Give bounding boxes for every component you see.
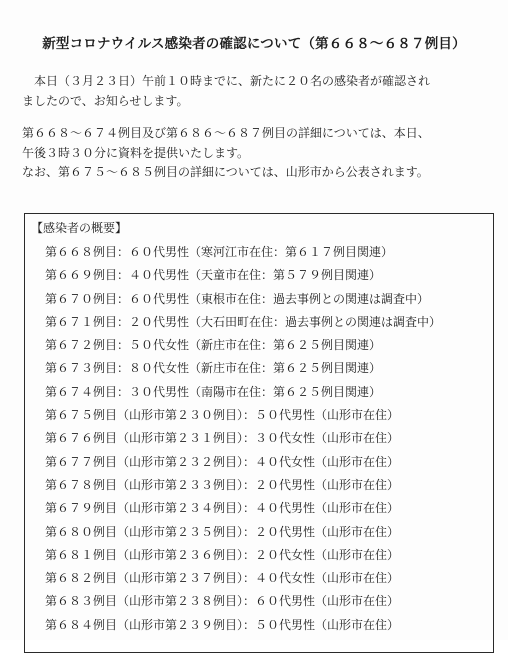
- case-list: [45, 241, 441, 637]
- paragraph-line: 午後３時３０分に資料を提供いたします。: [22, 146, 250, 160]
- case-item: 第６７８例目（山形市第２３３例目）：２０代男性（山形市在住）: [45, 477, 400, 492]
- case-item: 第６７４例目：３０代男性（南陽市在住：第６２５例目関連）: [45, 384, 382, 399]
- case-item: 第６８４例目（山形市第２３９例目）：５０代男性（山形市在住）: [45, 617, 400, 632]
- paragraph-details: [22, 124, 492, 164]
- case-item: 第６７７例目（山形市第２３２例目）：４０代女性（山形市在住）: [45, 454, 400, 469]
- paragraph-announcement: [22, 72, 492, 112]
- document-title: 新型コロナウイルス感染者の確認について（第６６８〜６８７例目）: [42, 36, 466, 52]
- paragraph-note: [22, 163, 492, 183]
- case-item: 第６７３例目：８０代女性（新庄市在住：第６２５例目関連）: [45, 361, 382, 376]
- case-summary-heading: 【感染者の概要】: [31, 221, 128, 235]
- case-item: 第６７０例目：６０代男性（東根市在住：過去事例との関連は調査中）: [45, 291, 430, 306]
- case-item: 第６８１例目（山形市第２３６例目）：２０代女性（山形市在住）: [45, 547, 400, 562]
- case-item: 第６８２例目（山形市第２３７例目）：４０代女性（山形市在住）: [45, 571, 400, 586]
- case-item: 第６８３例目（山形市第２３８例目）：６０代男性（山形市在住）: [45, 594, 400, 609]
- case-item: 第６７５例目（山形市第２３０例目）：５０代男性（山形市在住）: [45, 408, 400, 423]
- paragraph-line: 本日（３月２３日）午前１０時までに、新たに２０名の感染者が確認され: [34, 74, 431, 88]
- case-item: 第６７６例目（山形市第２３１例目）：３０代女性（山形市在住）: [45, 431, 400, 446]
- case-item: 第６７２例目：５０代女性（新庄市在住：第６２５例目関連）: [45, 338, 382, 353]
- case-item: 第６７１例目：２０代男性（大石田町在住：過去事例との関連は調査中）: [45, 314, 442, 329]
- case-item: 第６８０例目（山形市第２３５例目）：２０代男性（山形市在住）: [45, 524, 400, 539]
- case-item: 第６６８例目：６０代男性（寒河江市在住：第６１７例目関連）: [45, 245, 394, 259]
- paragraph-line: なお、第６７５〜６８５例目の詳細については、山形市から公表されます。: [22, 165, 429, 179]
- case-item: 第６６９例目：４０代男性（天童市在住：第５７９例目関連）: [45, 268, 382, 283]
- case-summary-box: [24, 213, 494, 653]
- case-item: 第６７９例目（山形市第２３４例目）：４０代男性（山形市在住）: [45, 501, 400, 516]
- paragraph-line: 第６６８〜６７４例目及び第６８６〜６８７例目の詳細については、本日、: [22, 126, 430, 140]
- paragraph-line: ましたので、お知らせします。: [22, 94, 189, 108]
